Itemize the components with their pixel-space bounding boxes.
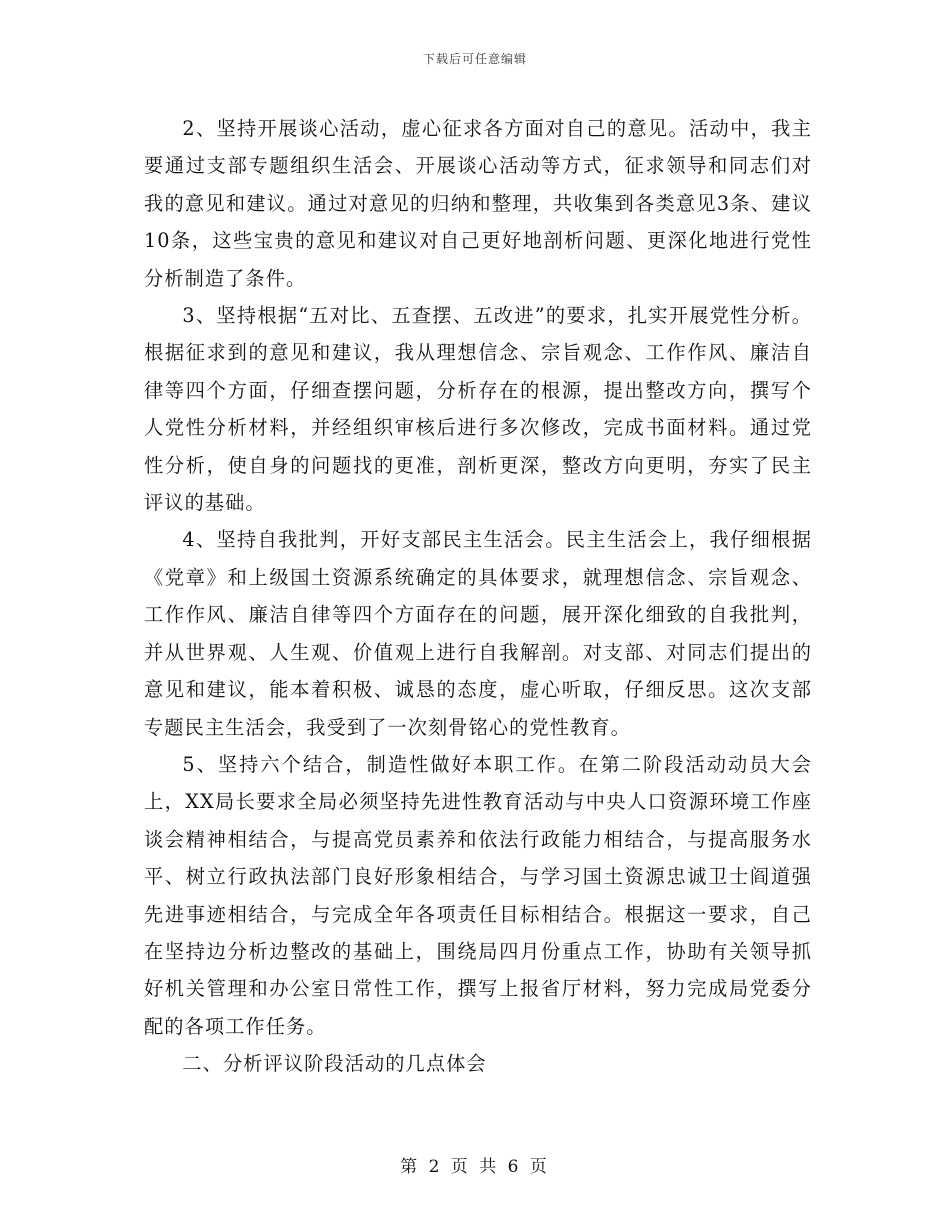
paragraph-item-2: 2、坚持开展谈心活动，虚心征求各方面对自己的意见。活动中，我主要通过支部专题组织生活会、开展谈心活动等方式，征求领导和同志们对我的意见和建议。通过对意见的归纳和整理，共收集到各类意见3条、建议10条，这些宝贵的意见和建议对自己更好地剖析问题、更深化地进行党性分析制造了条件。 xyxy=(144,117,812,290)
paragraph-item-3: 3、坚持根据“五对比、五查摆、五改进”的要求，扎实开展党性分析。根据征求到的意见和建议，我从理想信念、宗旨观念、工作作风、廉洁自律等四个方面，仔细查摆问题，分析存在的根源，提出整改方向，撰写个人党性分析材料，并经组织审核后进行多次修改，完成书面材料。通过党性分析，使自身的问题找的更准，剖析更深，整改方向更明，夯实了民主评议的基础。 xyxy=(144,304,812,515)
document-body xyxy=(144,110,812,1083)
page-number: 第 2 页 共 6 页 xyxy=(400,1157,550,1177)
paragraph-item-4: 4、坚持自我批判，开好支部民主生活会。民主生活会上，我仔细根据《党章》和上级国土资源系统确定的具体要求，就理想信念、宗旨观念、工作作风、廉洁自律等四个方面存在的问题，展开深化细致的自我批判，并从世界观、人生观、价值观上进行自我解剖。对支部、对同志们提出的意见和建议，能本着积极、诚恳的态度，虚心听取，仔细反思。这次支部专题民主生活会，我受到了一次刻骨铭心的党性教育。 xyxy=(144,528,812,739)
paragraph-item-5: 5、坚持六个结合，制造性做好本职工作。在第二阶段活动动员大会上，XX局长要求全局必须坚持先进性教育活动与中央人口资源环境工作座谈会精神相结合，与提高党员素养和依法行政能力相结合，与提高服务水平、树立行政执法部门良好形象相结合，与学习国土资源忠诚卫士阎道强先进事迹相结合，与完成全年各项责任目标相结合。根据这一要求，自己在坚持边分析边整改的基础上，围绕局四月份重点工作，协助有关领导抓好机关管理和办公室日常性工作，撰写上报省厅材料，努力完成局党委分配的各项工作任务。 xyxy=(144,752,812,1038)
page-header-note: 下载后可任意编辑 xyxy=(422,52,527,66)
section-heading: 二、分析评议阶段活动的几点体会 xyxy=(182,1052,487,1076)
